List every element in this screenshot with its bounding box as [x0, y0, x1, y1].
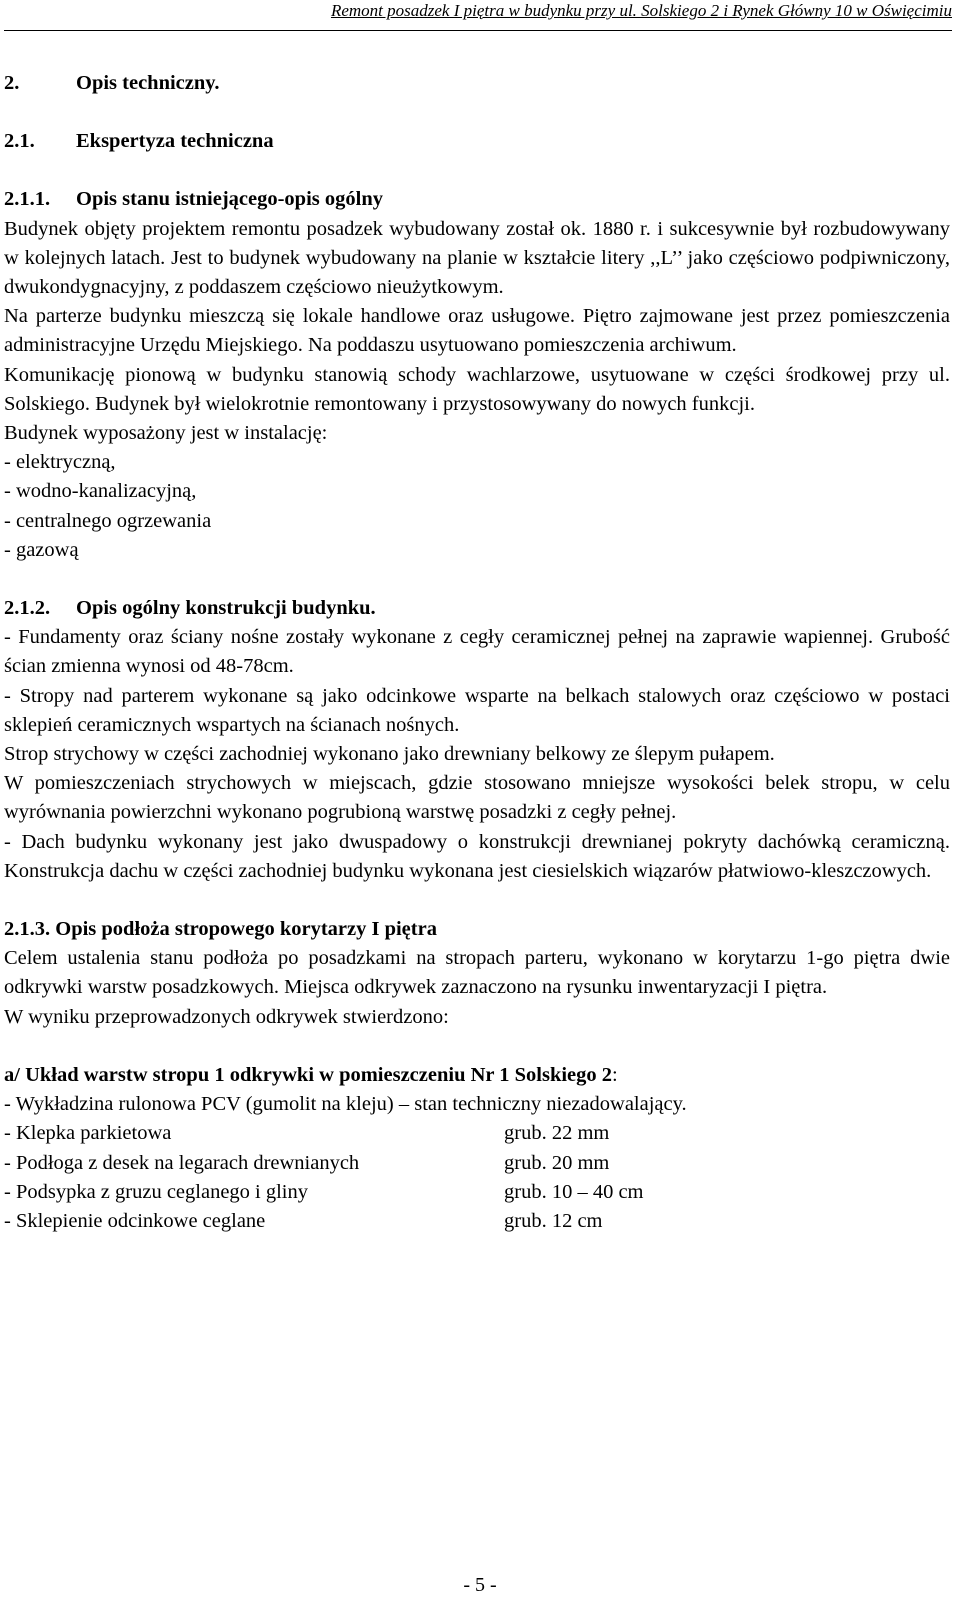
- paragraph: Budynek objęty projektem remontu posadzek wybudowany został ok. 1880 r. i sukcesywnie był rozbudowywany w kolejnych latach. Jest to budynek wybudowany na planie w kształcie litery ,,L’’ jako częściowo podpiwniczony, dwukondygnacyjny, z poddaszem częściowo nieużytkowym.: [4, 217, 950, 299]
- layer-thickness: grub. 20 mm: [504, 1151, 610, 1174]
- heading-2-1-3: [4, 915, 950, 944]
- layers-title-suffix: :: [612, 1063, 618, 1086]
- header-rule: [4, 30, 952, 31]
- heading-number: 2.: [4, 72, 20, 94]
- heading-2-1: [4, 127, 950, 156]
- installation-list: [4, 448, 950, 565]
- paragraph: Na parterze budynku mieszczą się lokale handlowe oraz usługowe. Piętro zajmowane jest przez pomieszczenia administracyjne Urzędu Miejskiego. Na poddaszu usytuowano pomieszczenia archiwum.: [4, 305, 950, 357]
- heading-2-1-2: [4, 594, 950, 623]
- layer-line: - Wykładzina rulonowa PCV (gumolit na kleju) – stan techniczny niezadowalający.: [4, 1093, 687, 1116]
- heading-title: Opis podłoża stropowego korytarzy I piętra: [55, 918, 437, 941]
- layer-name: - Sklepienie odcinkowe ceglane: [4, 1209, 266, 1232]
- list-item: - elektryczną,: [4, 451, 116, 474]
- heading-number: 2.1.1.: [4, 188, 51, 211]
- paragraph: - Fundamenty oraz ściany nośne zostały wykonane z cegły ceramicznej pełnej na zaprawie wapiennej. Grubość ścian zmienna wynosi od 48-78cm.: [4, 626, 950, 678]
- layer-row: [4, 1178, 950, 1207]
- running-header: Remont posadzek I piętra w budynku przy ul. Solskiego 2 i Rynek Główny 10 w Oświęcimiu: [330, 1, 952, 20]
- paragraph: Strop strychowy w części zachodniej wykonano jako drewniany belkowy ze ślepym pułapem.: [4, 743, 775, 766]
- list-item: - wodno-kanalizacyjną,: [4, 480, 197, 503]
- heading-2: [4, 69, 950, 98]
- layer-name: - Podłoga z desek na legarach drewnianych: [4, 1151, 360, 1174]
- list-item: - gazową: [4, 538, 79, 561]
- paragraph: Budynek wyposażony jest w instalację:: [4, 422, 328, 445]
- heading-2-1-1: [4, 185, 950, 214]
- heading-number: 2.1.2.: [4, 597, 51, 620]
- layers-title: a/ Układ warstw stropu 1 odkrywki w pomieszczeniu Nr 1 Solskiego 2: [4, 1063, 613, 1086]
- layer-thickness: grub. 22 mm: [504, 1122, 610, 1145]
- layer-row: [4, 1149, 950, 1178]
- paragraph: W wyniku przeprowadzonych odkrywek stwierdzono:: [4, 1005, 449, 1028]
- list-item: - centralnego ogrzewania: [4, 509, 212, 532]
- layer-row: [4, 1119, 950, 1148]
- heading-number: 2.1.: [4, 130, 35, 153]
- paragraph: Komunikację pionową w budynku stanowią schody wachlarzowe, usytuowane w części środkowej przy ul. Solskiego. Budynek był wielokrotnie remontowany i przystosowywany do nowych funkcji.: [4, 363, 950, 415]
- heading-title: Opis stanu istniejącego-opis ogólny: [76, 188, 383, 211]
- layer-thickness: grub. 12 cm: [504, 1209, 603, 1232]
- paragraph: - Stropy nad parterem wykonane są jako odcinkowe wsparte na belkach stalowych oraz częściowo w postaci sklepień ceramicznych wspartych na ścianach nośnych.: [4, 684, 950, 736]
- document-body: [4, 69, 950, 1236]
- page-number: - 5 -: [463, 1574, 497, 1596]
- layer-name: - Klepka parkietowa: [4, 1122, 172, 1145]
- layers-heading: [4, 1061, 950, 1090]
- heading-number: 2.1.3.: [4, 918, 51, 941]
- heading-title: Opis techniczny.: [76, 72, 220, 94]
- layer-thickness: grub. 10 – 40 cm: [504, 1180, 644, 1203]
- layer-row: [4, 1207, 950, 1236]
- paragraph: W pomieszczeniach strychowych w miejscach, gdzie stosowano mniejsze wysokości belek stropu, w celu wyrównania powierzchni wykonano pogrubioną warstwę posadzki z cegły pełnej.: [4, 772, 950, 824]
- paragraph: Celem ustalenia stanu podłoża po posadzkami na stropach parteru, wykonano w korytarzu 1-go piętra dwie odkrywki warstw posadzkowych. Miejsca odkrywek zaznaczono na rysunku inwentaryzacji I piętra.: [4, 947, 950, 999]
- layer-name: - Podsypka z gruzu ceglanego i gliny: [4, 1180, 309, 1203]
- heading-title: Ekspertyza techniczna: [76, 130, 274, 153]
- heading-title: Opis ogólny konstrukcji budynku.: [76, 597, 376, 620]
- paragraph: - Dach budynku wykonany jest jako dwuspadowy o konstrukcji drewnianej pokryty dachówką ceramiczną. Konstrukcja dachu w części zachodniej budynku wykonana jest ciesielskich wiązarów płatwiowo-kleszczowych.: [4, 830, 950, 882]
